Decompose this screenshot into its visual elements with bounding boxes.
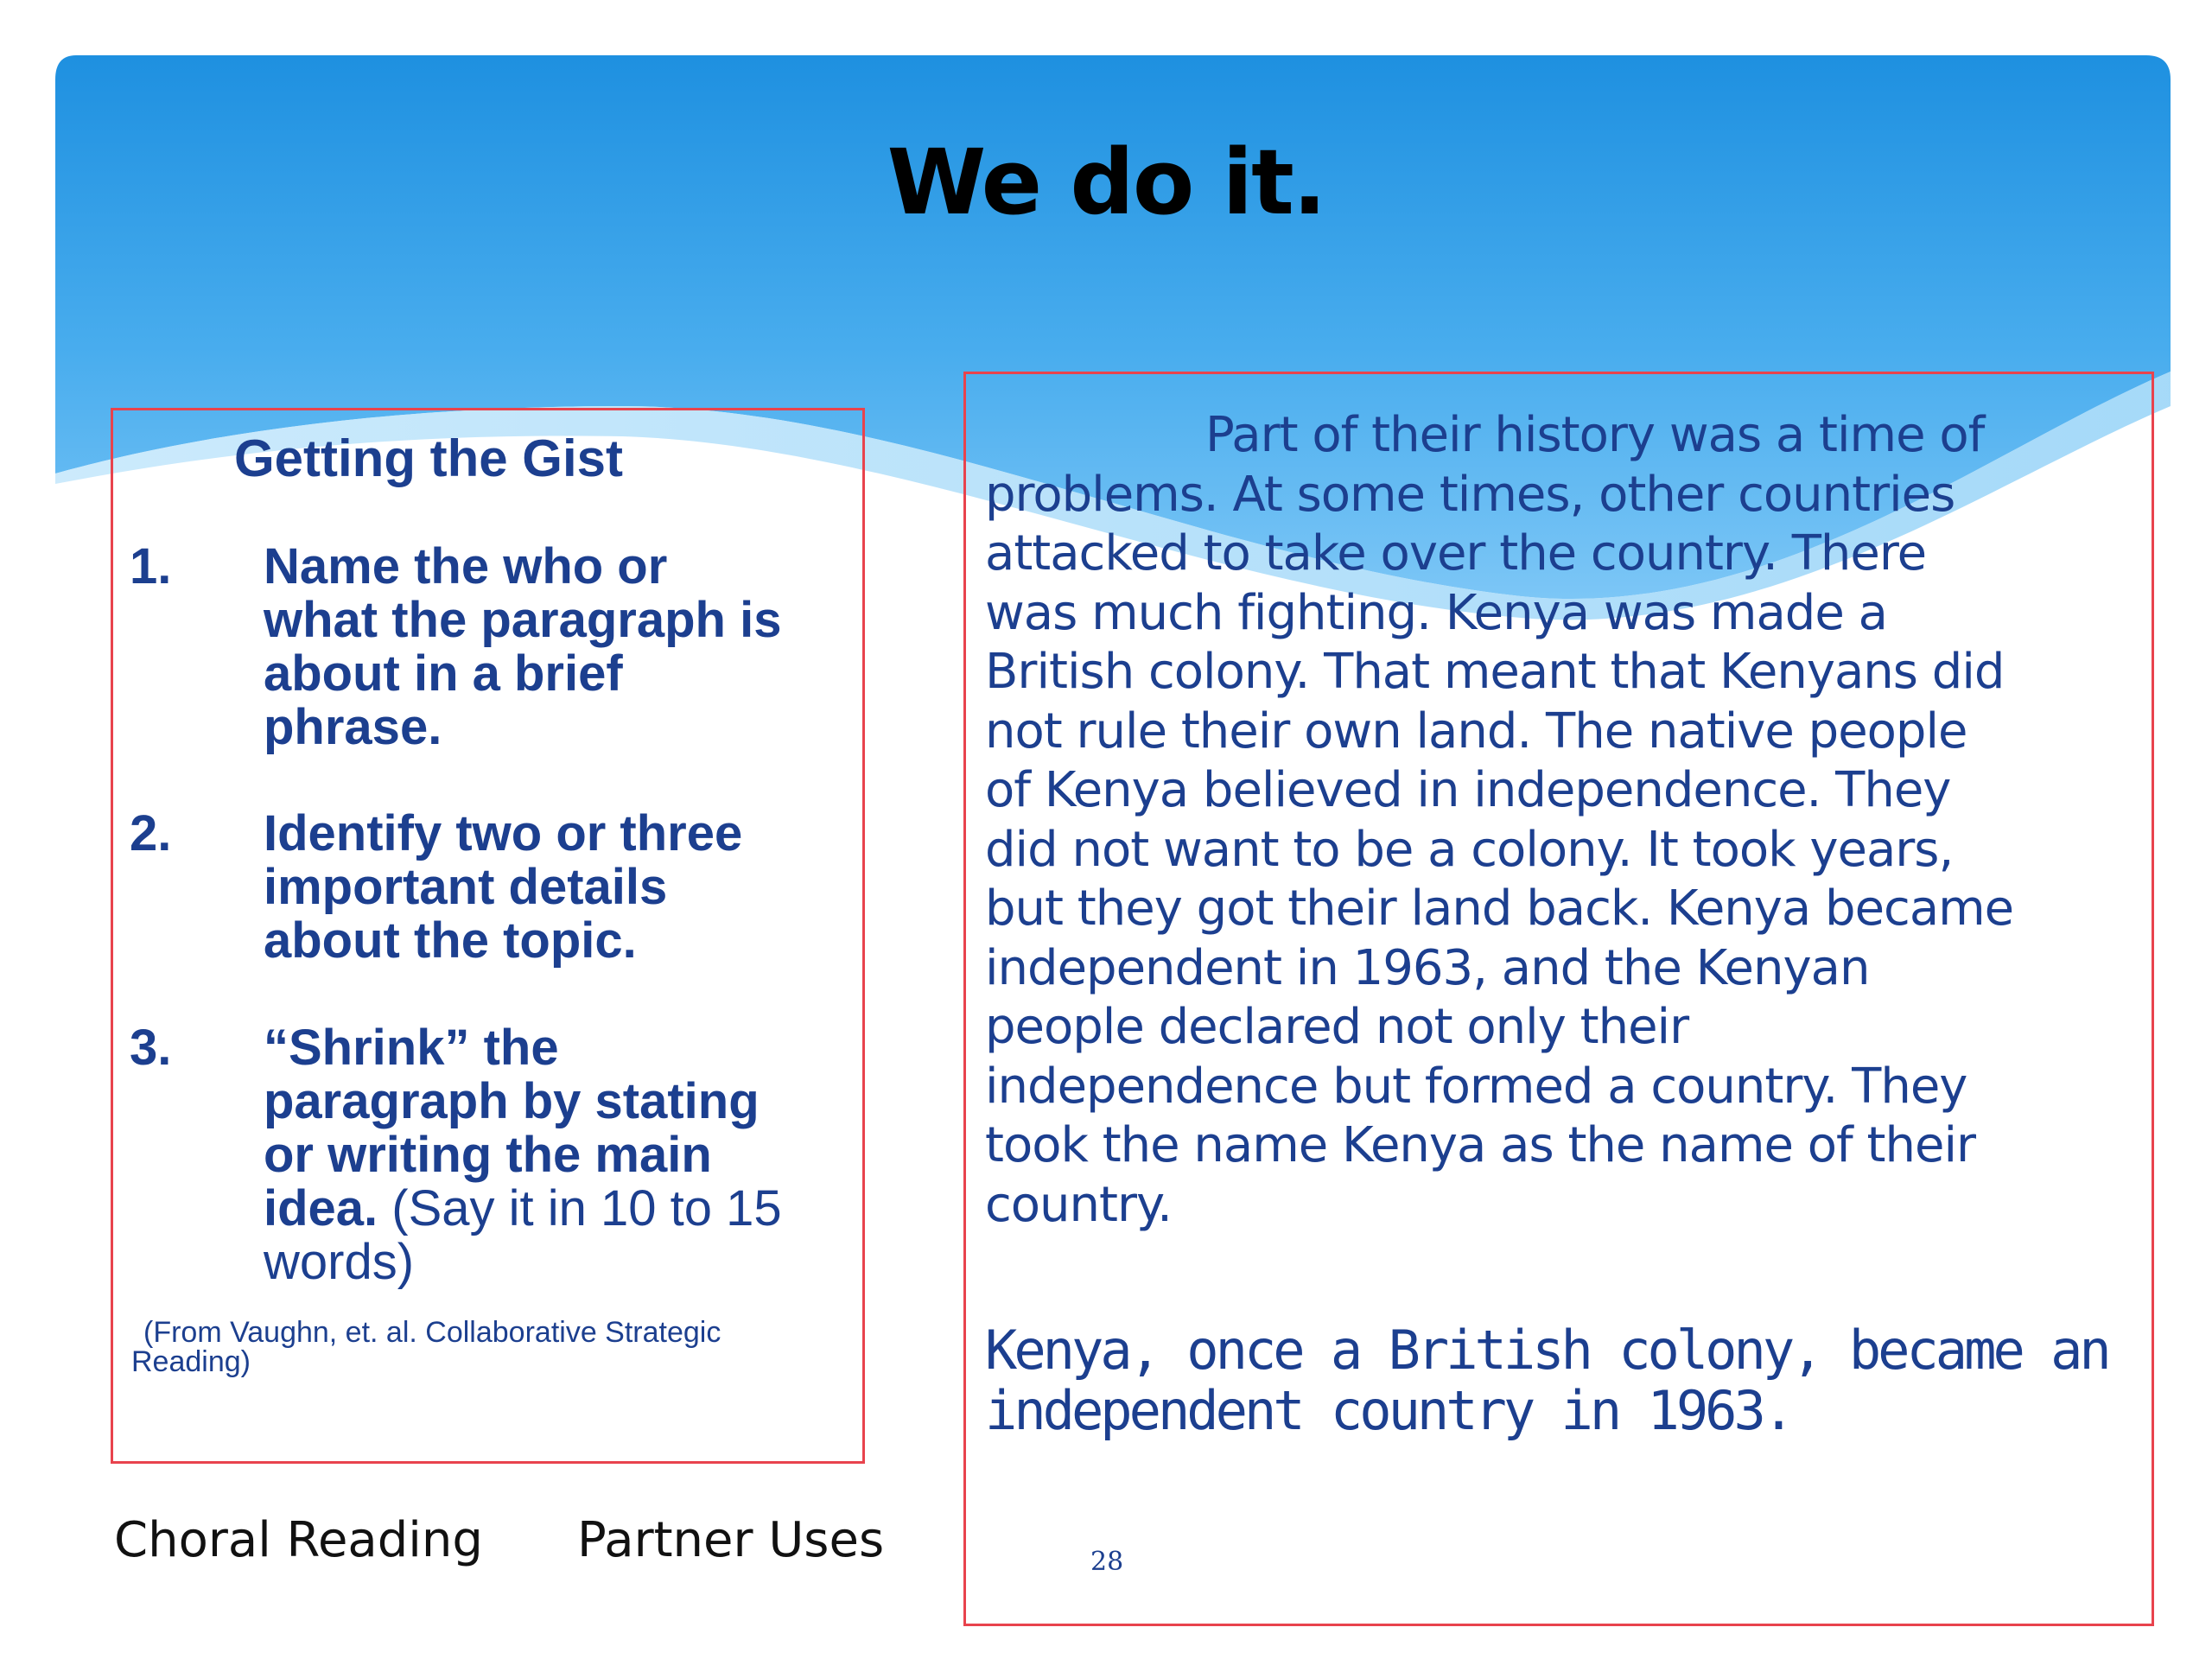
passage-line: British colony. That meant that Kenyans did <box>985 644 2005 700</box>
passage-line: attacked to take over the country. There <box>985 525 1927 582</box>
step-line: about in a brief <box>264 645 623 702</box>
passage-line: of Kenya believed in independence. They <box>985 762 1951 818</box>
step-line <box>264 1182 972 1236</box>
step-line: about the topic. <box>264 912 637 969</box>
passage-line: Part of their history was a time of <box>1205 407 1985 463</box>
passage-line: did not want to be a colony. It took years, <box>985 821 1954 878</box>
source-line: (From Vaughn, et. al. Collaborative Strategic <box>143 1316 721 1349</box>
step-line: phrase. <box>264 699 442 755</box>
step-text <box>264 807 972 968</box>
passage-line: not rule their own land. The native people <box>985 702 1967 760</box>
passage-line: people declared not only their <box>985 999 1689 1055</box>
passage-line: independent in 1963, and the Kenyan <box>985 939 1870 996</box>
gist-heading: Getting the Gist <box>234 429 623 487</box>
step-line: Name the who or <box>264 538 668 594</box>
source-line: Reading) <box>131 1345 251 1378</box>
page-number: 28 <box>1090 1547 1124 1577</box>
passage-line: took the name Kenya as the name of their <box>985 1117 1976 1173</box>
step-line: Identify two or three <box>264 805 743 861</box>
step-line: paragraph by stating <box>264 1073 760 1129</box>
caption-choral-reading: Choral Reading <box>114 1512 483 1568</box>
gist-summary <box>985 1320 2143 1441</box>
step-text <box>264 540 972 754</box>
source-citation <box>131 1318 788 1376</box>
passage-text <box>985 406 2143 1235</box>
step-line: “Shrink” the <box>264 1020 559 1076</box>
step-bold-tail: idea. <box>264 1180 378 1236</box>
passage-line: problems. At some times, other countries <box>985 466 1955 523</box>
slide-title: We do it. <box>887 130 1325 235</box>
step-line: or writing the main <box>264 1127 712 1183</box>
step-plain-tail: (Say it in 10 to 15 <box>378 1180 782 1236</box>
step-number: 1. <box>130 538 172 594</box>
passage-line: country. <box>985 1176 1172 1233</box>
caption-partner-uses: Partner Uses <box>577 1512 885 1568</box>
step-number: 3. <box>130 1020 172 1076</box>
step-line: what the paragraph is <box>264 592 782 648</box>
step-number: 2. <box>130 805 172 861</box>
summary-line: independent country in 1963. <box>985 1379 1792 1442</box>
passage-line: but they got their land back. Kenya became <box>985 880 2014 937</box>
step-text <box>264 1021 972 1289</box>
passage-line: independence but formed a country. They <box>985 1058 1967 1115</box>
summary-line: Kenya, once a British colony, became an <box>985 1319 2108 1382</box>
step-line: words) <box>264 1234 415 1290</box>
step-line: important details <box>264 859 668 915</box>
passage-line: was much fighting. Kenya was made a <box>985 584 1887 641</box>
